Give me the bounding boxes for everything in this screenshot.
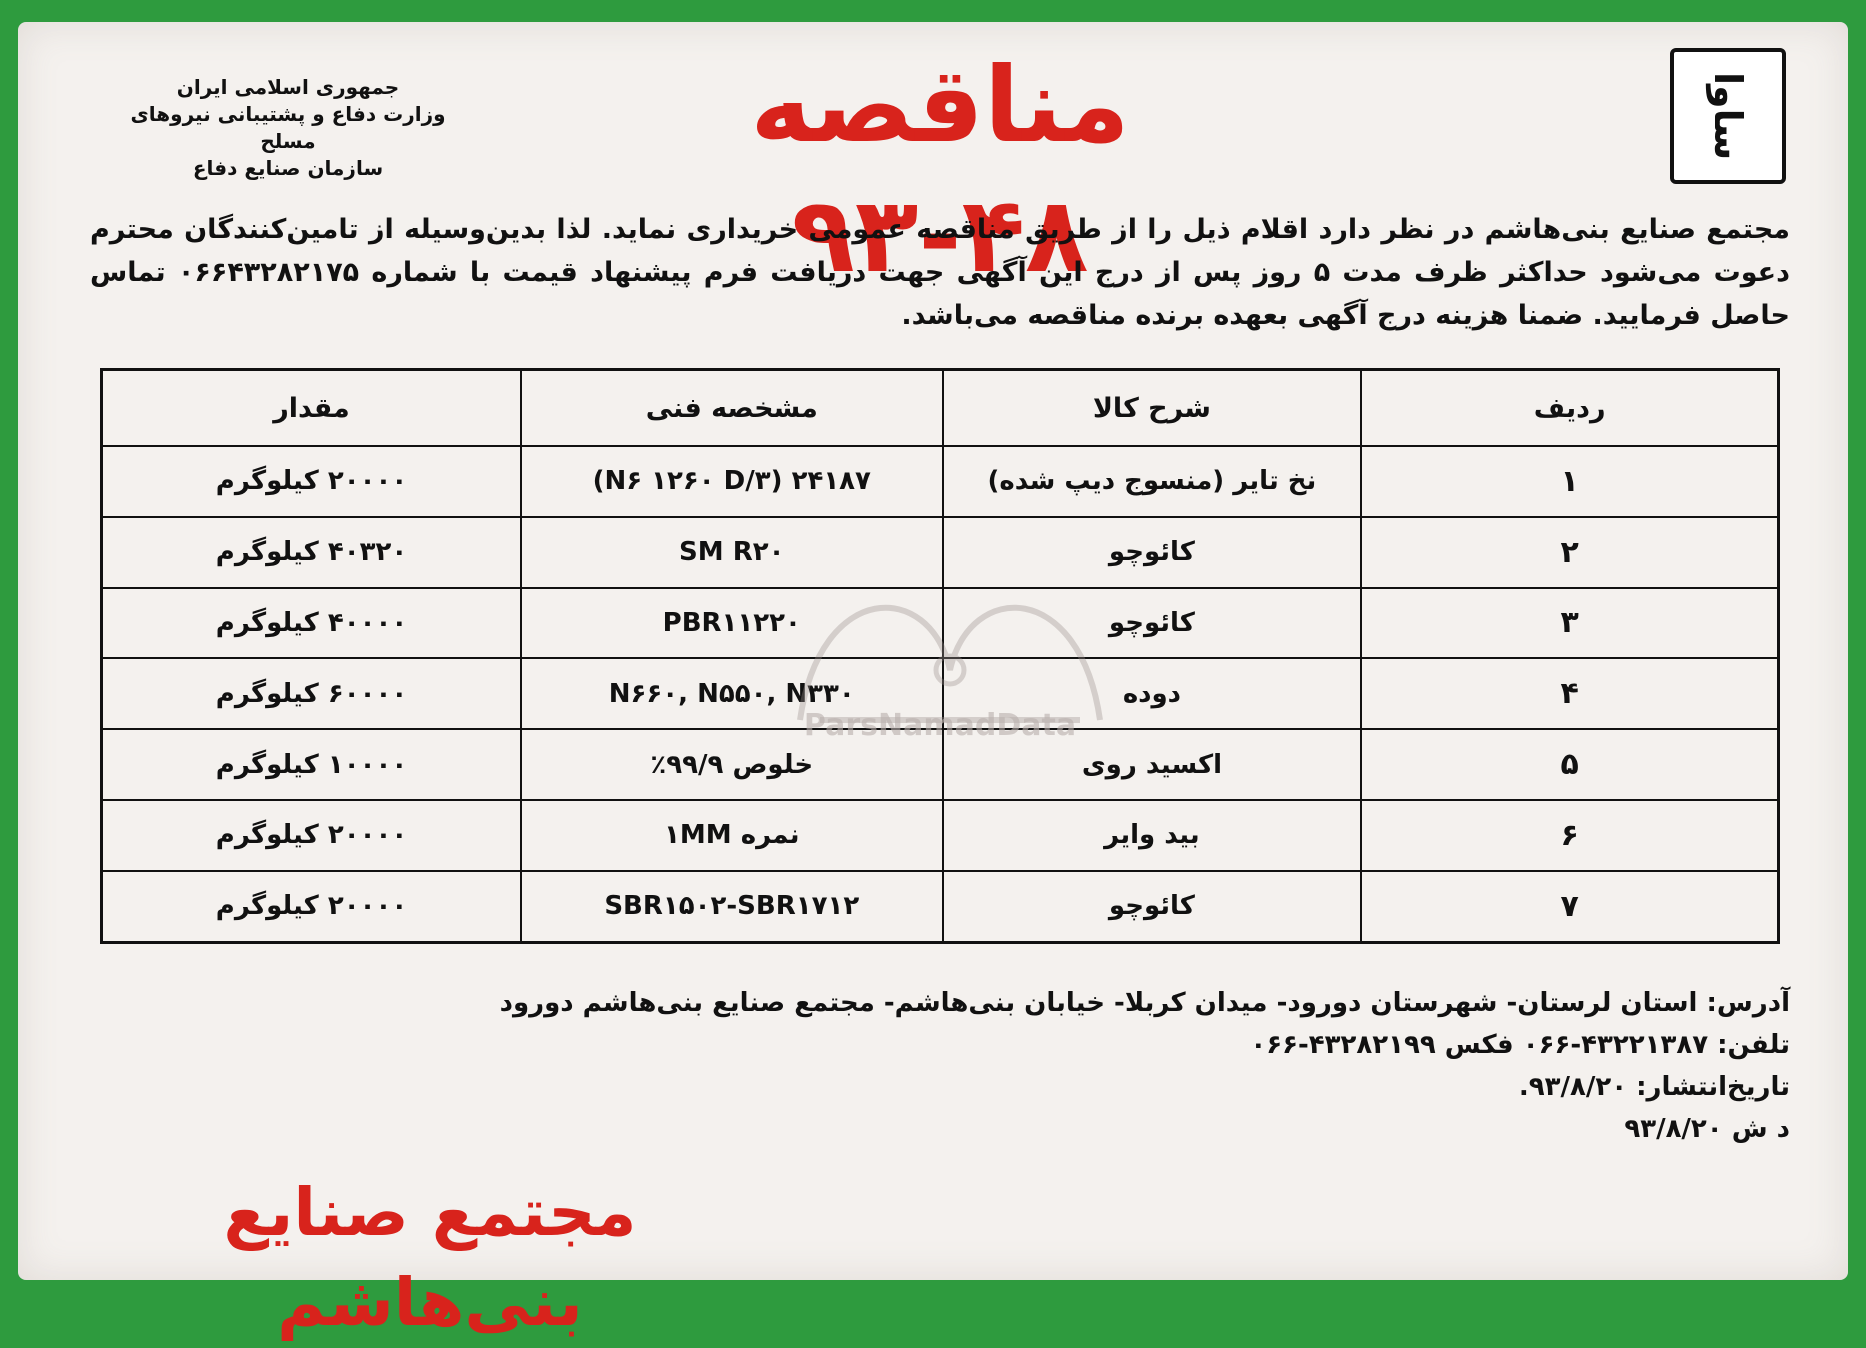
header-row-number: ردیف [1361,370,1778,447]
items-table [100,368,1780,944]
intro-paragraph: مجتمع صنایع بنی‌هاشم در نظر دارد اقلام ذیل را از طریق مناقصه عمومی خریداری نماید. لذا بدین‌وسیله از تامین‌کنندگان محترم دعوت می‌شود حداکثر ظرف مدت ۵ روز پس از درج این آگهی جهت دریافت فرم پیشنهاد قیمت با شماره ۰۶۶۴۳۲۸۲۱۷۵ تماس حاصل فرمایید. ضمنا هزینه درج آگهی بعهده برنده مناقصه می‌باشد. [90,214,1790,331]
item-specification: نمره ۱MM [521,800,943,871]
table-row [102,588,1779,659]
row-number: ۱ [1361,446,1778,517]
table-row [102,871,1779,943]
table-row [102,446,1779,517]
logo-text: ساوا [1706,71,1750,161]
logo [1670,48,1786,184]
header-specification: مشخصه فنی [521,370,943,447]
item-quantity: ۲۰۰۰۰ کیلوگرم [102,871,522,943]
item-description: بید وایر [943,800,1362,871]
item-specification: ۲۴۱۸۷ (۳/N۶ ۱۲۶۰ D) [521,446,943,517]
item-description: کائوچو [943,517,1362,588]
table-row [102,800,1779,871]
item-specification: N۶۶۰, N۵۵۰, N۳۳۰ [521,658,943,729]
tender-title: مناقصه ۴۸-۹۳ [750,44,1130,296]
issuer-header [118,74,458,182]
address-line: آدرس: استان لرستان- شهرستان دورود- میدان کربلا- خیابان بنی‌هاشم- مجتمع صنایع بنی‌هاشم دورود [499,988,1790,1018]
item-quantity: ۴۰۰۰۰ کیلوگرم [102,588,522,659]
table-row [102,658,1779,729]
company-brand: مجتمع صنایع بنی‌هاشم [223,1174,637,1341]
item-specification: SM R۲۰ [521,517,943,588]
header-description: شرح کالا [943,370,1362,447]
table-row [102,729,1779,800]
watermark-text: ParsNamadData [803,708,1077,743]
item-description: نخ تایر (منسوج دیپ شده) [943,446,1362,517]
item-specification: خلوص ۹۹/۹٪ [521,729,943,800]
row-number: ۴ [1361,658,1778,729]
item-description: اکسید روی [943,729,1362,800]
row-number: ۲ [1361,517,1778,588]
item-description: کائوچو [943,588,1362,659]
row-number: ۶ [1361,800,1778,871]
issuer-line-2: وزارت دفاع و پشتیبانی نیروهای مسلح [130,102,446,153]
table-row [102,517,1779,588]
item-specification: SBR۱۵۰۲-SBR۱۷۱۲ [521,871,943,943]
table-header-row [102,370,1779,447]
phone-line: تلفن: ۴۳۲۲۱۳۸۷-۰۶۶ فکس ۴۳۲۸۲۱۹۹-۰۶۶ [1250,1030,1790,1060]
item-quantity: ۶۰۰۰۰ کیلوگرم [102,658,522,729]
row-number: ۵ [1361,729,1778,800]
row-number: ۳ [1361,588,1778,659]
issuer-line-3: سازمان صنایع دفاع [192,156,384,180]
item-quantity: ۴۰۳۲۰ کیلوگرم [102,517,522,588]
ad-code: د ش ۹۳/۸/۲۰ [1624,1114,1790,1144]
item-quantity: ۲۰۰۰۰ کیلوگرم [102,800,522,871]
row-number: ۷ [1361,871,1778,943]
item-quantity: ۱۰۰۰۰ کیلوگرم [102,729,522,800]
publish-date: تاریخ‌انتشار: ۹۳/۸/۲۰. [1518,1072,1790,1102]
contact-footer [300,982,1790,1150]
issuer-line-1: جمهوری اسلامی ایران [176,75,400,99]
item-quantity: ۲۰۰۰۰ کیلوگرم [102,446,522,517]
item-description: کائوچو [943,871,1362,943]
header-quantity: مقدار [102,370,522,447]
item-description: دوده [943,658,1362,729]
item-specification: PBR۱۱۲۲۰ [521,588,943,659]
